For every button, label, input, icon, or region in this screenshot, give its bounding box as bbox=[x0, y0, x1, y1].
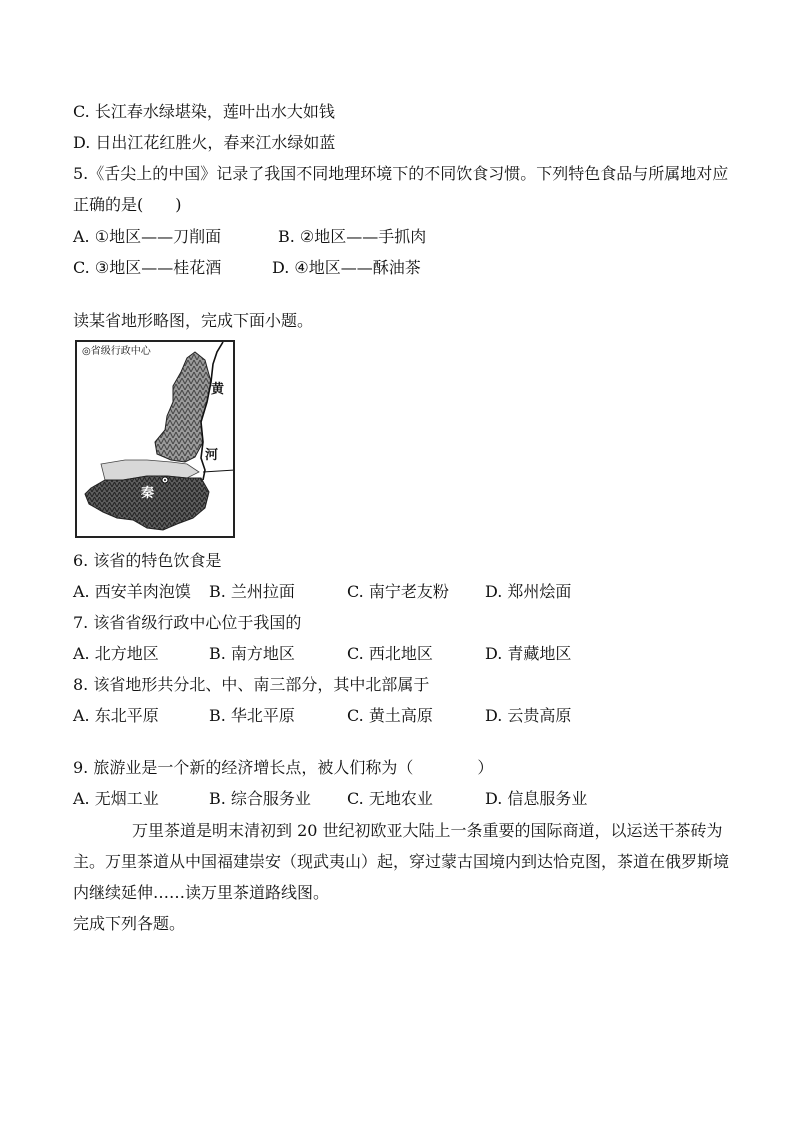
q5-option-d: D. ④地区——酥油茶 bbox=[272, 258, 421, 277]
q9-option-c: C. 无地农业 bbox=[347, 789, 433, 808]
q8-option-c: C. 黄土高原 bbox=[347, 706, 433, 725]
passage-line3: 内继续延伸……读万里茶道路线图。 bbox=[73, 883, 330, 902]
q6-stem: 6. 该省的特色饮食是 bbox=[73, 551, 222, 570]
q6-option-b: B. 兰州拉面 bbox=[209, 582, 295, 601]
q7-option-b: B. 南方地区 bbox=[209, 644, 295, 663]
q9-stem: 9. 旅游业是一个新的经济增长点，被人们称为（ ） bbox=[73, 758, 494, 777]
q8-option-d: D. 云贵高原 bbox=[485, 706, 572, 725]
q8-option-a: A. 东北平原 bbox=[73, 706, 159, 725]
map-legend-label: 省级行政中心 bbox=[90, 346, 151, 357]
q4-option-c: C. 长江春水绿堪染，莲叶出水大如钱 bbox=[73, 102, 335, 121]
q5-option-a: A. ①地区——刀削面 bbox=[73, 227, 222, 246]
capital-legend-icon: ◎ bbox=[82, 346, 91, 357]
terrain-map-graphic bbox=[77, 342, 235, 538]
q9-option-d: D. 信息服务业 bbox=[485, 789, 588, 808]
river-label-he: 河 bbox=[205, 448, 219, 463]
q9-option-b: B. 综合服务业 bbox=[209, 789, 311, 808]
q6-option-c: C. 南宁老友粉 bbox=[347, 582, 449, 601]
q5-stem-line1: 5.《舌尖上的中国》记录了我国不同地理环境下的不同饮食习惯。下列特色食品与所属地对应 bbox=[73, 164, 729, 183]
map-intro: 读某省地形略图，完成下面小题。 bbox=[73, 311, 314, 330]
q7-option-d: D. 青藏地区 bbox=[485, 644, 572, 663]
q5-option-c: C. ③地区——桂花酒 bbox=[73, 258, 222, 277]
passage-line2: 主。万里茶道从中国福建崇安（现武夷山）起，穿过蒙古国境内到达恰克图，茶道在俄罗斯境 bbox=[73, 852, 730, 871]
q5-stem-line2: 正确的是( ) bbox=[73, 195, 182, 214]
boundary-line bbox=[203, 470, 235, 472]
q4-option-d: D. 日出江花红胜火，春来江水绿如蓝 bbox=[73, 133, 336, 152]
q7-option-c: C. 西北地区 bbox=[347, 644, 433, 663]
q7-stem: 7. 该省省级行政中心位于我国的 bbox=[73, 613, 302, 632]
river-label-huang: 黄 bbox=[211, 382, 225, 397]
q7-option-a: A. 北方地区 bbox=[73, 644, 159, 663]
q6-option-a: A. 西安羊肉泡馍 bbox=[73, 582, 191, 601]
q8-option-b: B. 华北平原 bbox=[209, 706, 295, 725]
map-legend bbox=[82, 346, 151, 358]
q5-option-b: B. ②地区——手抓肉 bbox=[278, 227, 427, 246]
province-terrain-map bbox=[75, 340, 235, 538]
passage-line1: 万里茶道是明末清初到 20 世纪初欧亚大陆上一条重要的国际商道，以运送干茶砖为 bbox=[132, 821, 723, 840]
q9-option-a: A. 无烟工业 bbox=[73, 789, 159, 808]
province-label-qin: 秦 bbox=[141, 486, 155, 501]
q8-stem: 8. 该省地形共分北、中、南三部分，其中北部属于 bbox=[73, 675, 430, 694]
q6-option-d: D. 郑州烩面 bbox=[485, 582, 572, 601]
passage-line4: 完成下列各题。 bbox=[73, 914, 186, 933]
